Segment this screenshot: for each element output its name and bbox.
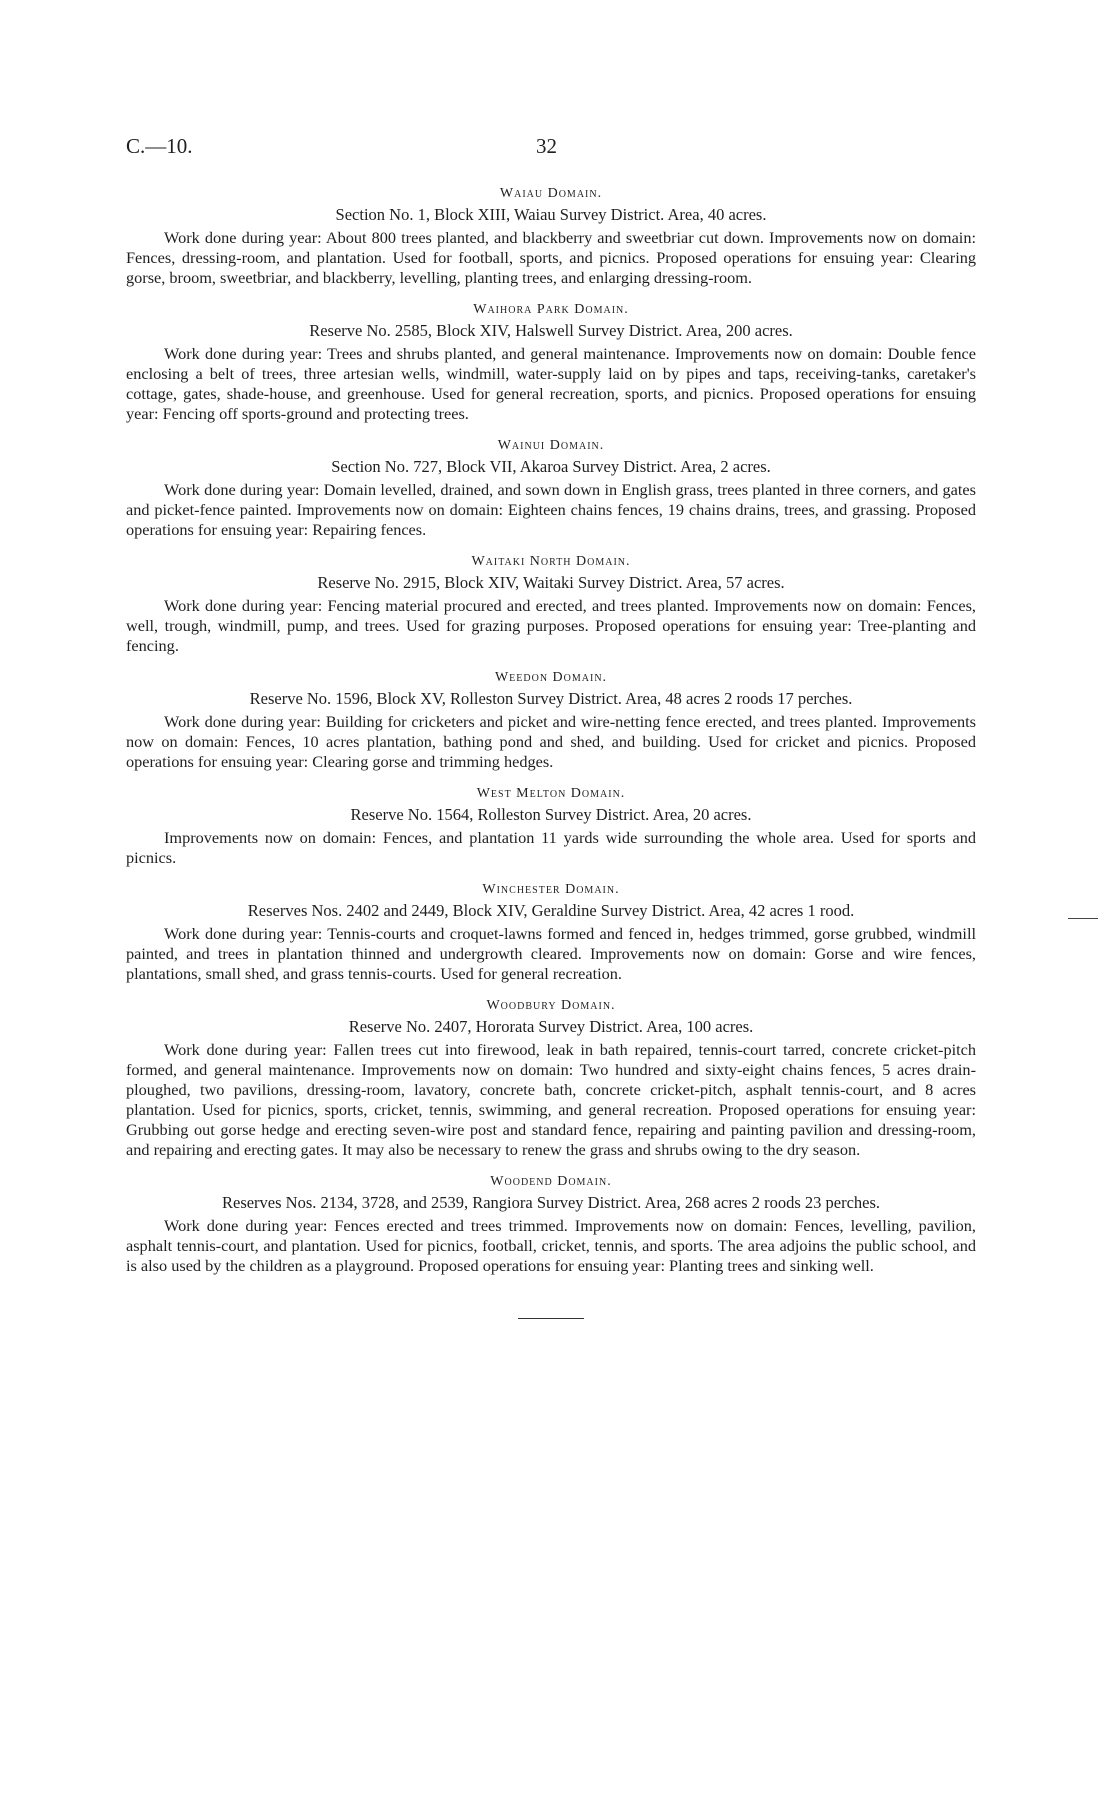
domain-reserve-info: Reserves Nos. 2134, 3728, and 2539, Rangiora Survey District. Area, 268 acres 2 roods 23 perches. [221, 1193, 881, 1212]
domain-title: Winchester Domain. [482, 882, 620, 897]
domain-title: Waitaki North Domain. [471, 554, 631, 569]
domain-section-waitaki-north [126, 554, 976, 656]
domain-title: West Melton Domain. [476, 786, 626, 801]
domain-reserve-info: Section No. 727, Block VII, Akaroa Survey District. Area, 2 acres. [331, 457, 771, 476]
domain-description: Work done during year: Fences erected and trees trimmed. Improvements now on domain: Fences, levelling, pavilion, asphalt tennis-court, and plantation. Used for picnics, football, cricket, tennis, and sports. The area adjoins the public school, and is also used by the children as a playground. Proposed operations for ensuing year: Planting trees and sinking well. [126, 1216, 976, 1275]
end-rule [518, 1318, 584, 1319]
domain-section-waiau [126, 186, 976, 288]
domain-description: Work done during year: Tennis-courts and croquet-lawns formed and fenced in, hedges trimmed, gorse grubbed, windmill painted, and trees in plantation thinned and undergrowth cleared. Improvements now on domain: Gorse and wire fences, plantations, small shed, and grass tennis-courts. Used for general recreation. [126, 924, 976, 983]
domain-title: Waihora Park Domain. [473, 302, 629, 317]
domain-reserve-info: Section No. 1, Block XIII, Waiau Survey District. Area, 40 acres. [335, 205, 767, 224]
domain-section-woodbury [126, 998, 976, 1160]
domain-description: Work done during year: Trees and shrubs planted, and general maintenance. Improvements now on domain: Double fence enclosing a belt of trees, three artesian wells, windmill, water-supply laid on by pipes and taps, receiving-tanks, caretaker's cottage, gates, shade-house, and greenhouse. Used for general recreation, sports, and picnics. Proposed operations for ensuing year: Fencing off sports-ground and protecting trees. [126, 344, 976, 423]
domain-section-woodend [126, 1174, 976, 1276]
domain-title: Wainui Domain. [497, 438, 605, 453]
page-number: 32 [536, 134, 557, 158]
document-reference: C.—10. [126, 134, 193, 158]
domain-section-wainui [126, 438, 976, 540]
domain-section-waihora-park [126, 302, 976, 424]
domain-reserve-info: Reserve No. 1596, Block XV, Rolleston Survey District. Area, 48 acres 2 roods 17 perches. [249, 689, 853, 708]
domain-reserve-info: Reserves Nos. 2402 and 2449, Block XIV, Geraldine Survey District. Area, 42 acres 1 rood. [247, 901, 855, 920]
domain-description: Work done during year: Fallen trees cut into firewood, leak in bath repaired, tennis-court tarred, concrete cricket-pitch formed, and general maintenance. Improvements now on domain: Two hundred and sixty-eight chains fences, 5 acres drain-ploughed, two pavilions, dressing-room, lavatory, concrete bath, concrete cricket-pitch, asphalt tennis-court, and 8 acres plantation. Used for picnics, sports, cricket, tennis, swimming, and general recreation. Proposed operations for ensuing year: Grubbing out gorse hedge and erecting seven-wire post and standard fence, repairing and painting pavilion and dressing-room, and repairing and erecting gates. It may also be necessary to renew the grass and shrubs owing to the dry season. [126, 1040, 976, 1159]
domain-description: Improvements now on domain: Fences, and plantation 11 yards wide surrounding the whole area. Used for sports and picnics. [126, 828, 976, 867]
domain-title: Weedon Domain. [494, 670, 608, 685]
domain-reserve-info: Reserve No. 1564, Rolleston Survey District. Area, 20 acres. [350, 805, 752, 824]
page-header [126, 134, 976, 186]
domain-description: Work done during year: Domain levelled, drained, and sown down in English grass, trees planted in three corners, and gates and picket-fence painted. Improvements now on domain: Eighteen chains fences, 19 chains drains, trees, and grassing. Proposed operations for ensuing year: Repairing fences. [126, 480, 976, 539]
domain-title: Woodend Domain. [490, 1174, 612, 1189]
domain-description: Work done during year: Fencing material procured and erected, and trees planted. Improvements now on domain: Fences, well, trough, windmill, pump, and trees. Used for grazing purposes. Proposed operations for ensuing year: Tree-planting and fencing. [126, 596, 976, 655]
domain-section-weedon [126, 670, 976, 772]
domain-description: Work done during year: About 800 trees planted, and blackberry and sweetbriar cut down. Improvements now on domain: Fences, dressing-room, and plantation. Used for football, sports, and picnics. Proposed operations for ensuing year: Clearing gorse, broom, sweetbriar, and blackberry, levelling, planting trees, and enlarging dressing-room. [126, 228, 976, 287]
domain-section-winchester [126, 882, 976, 984]
domain-reserve-info: Reserve No. 2585, Block XIV, Halswell Survey District. Area, 200 acres. [309, 321, 793, 340]
domain-title: Waiau Domain. [499, 186, 603, 201]
domain-reserve-info: Reserve No. 2915, Block XIV, Waitaki Survey District. Area, 57 acres. [317, 573, 785, 592]
domain-title: Woodbury Domain. [486, 998, 616, 1013]
domain-reserve-info: Reserve No. 2407, Hororata Survey District. Area, 100 acres. [348, 1017, 754, 1036]
domain-description: Work done during year: Building for cricketers and picket and wire-netting fence erected, and trees planted. Improvements now on domain: Fences, 10 acres plantation, bathing pond and shed, and building. Used for cricket and picnics. Proposed operations for ensuing year: Clearing gorse and trimming hedges. [126, 712, 976, 771]
margin-mark [1068, 918, 1098, 919]
domain-section-west-melton [126, 786, 976, 868]
